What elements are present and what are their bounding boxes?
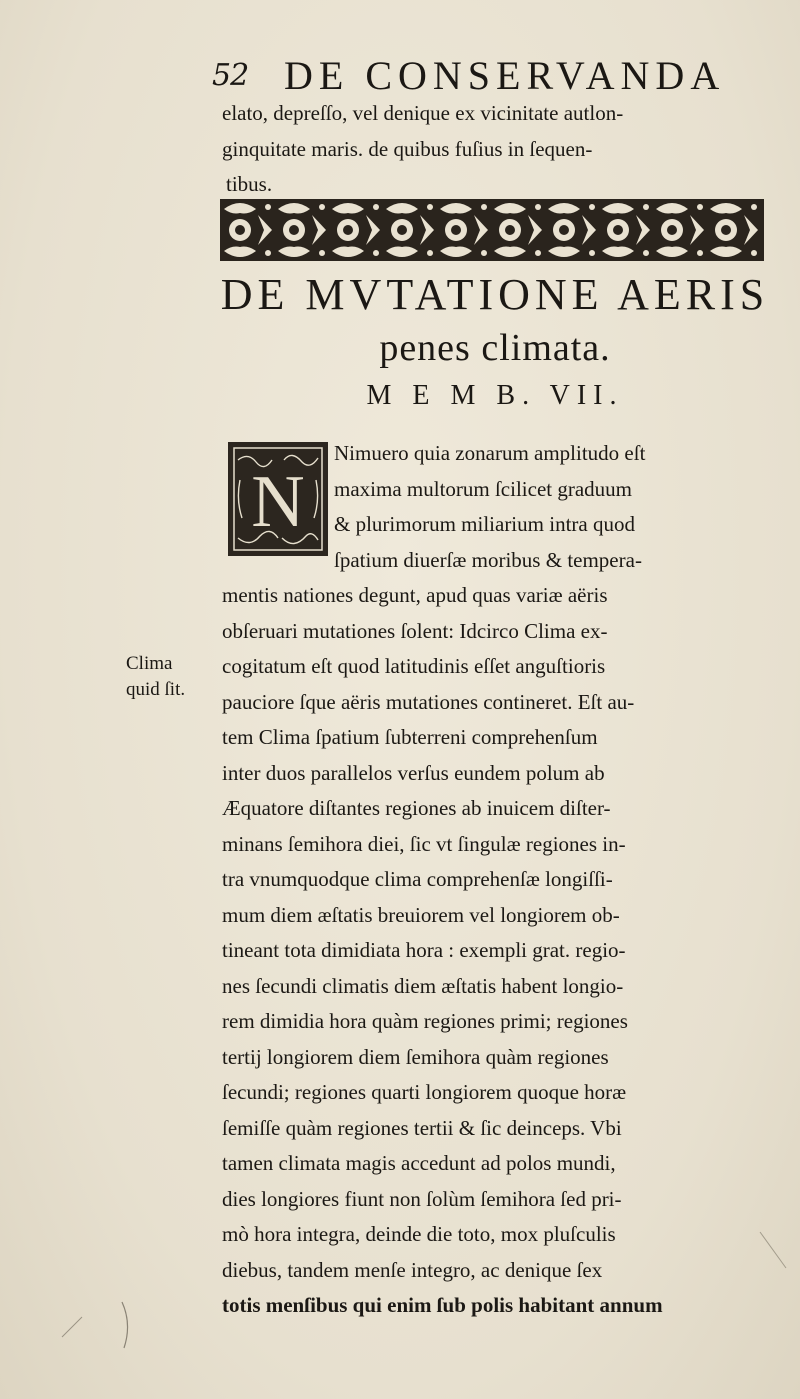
pencil-mark (118, 1300, 138, 1350)
section-title: DE MVTATIONE AERIS (220, 270, 770, 319)
page-number: 52 (212, 58, 249, 93)
text-line: maxima multorum ſcilicet graduum (334, 476, 633, 501)
text-line: dies longiores fiunt non ſolùm ſemihora ſed pri- (222, 1186, 622, 1211)
text-line: tra vnumquodque clima comprehenſæ longiſſi- (222, 867, 613, 891)
section-subtitle: penes climata. (379, 327, 611, 369)
pencil-mark (60, 1315, 84, 1339)
text-line: inter duos parallelos verſus eundem polum ab (222, 760, 605, 785)
text-line: elato, depreſſo, vel denique ex vicinitate autlon- (222, 101, 624, 125)
text-line: ſpatium diuerſæ moribus & tempera- (334, 547, 642, 572)
continued-text (222, 96, 762, 203)
text-line: tibus. (226, 172, 273, 196)
ornamental-band (218, 195, 766, 265)
text-line: Æquatore diſtantes regiones ab inuicem diſter- (222, 796, 611, 820)
body-text (222, 436, 762, 1324)
text-line: tineant tota dimidiata hora : exempli grat. regio- (222, 938, 626, 962)
text-line: cogitatum eſt quod latitudinis eſſet anguſtioris (222, 654, 606, 678)
text-line: & plurimorum miliarium intra quod (334, 512, 635, 536)
text-line: pauciore ſque aëris mutationes contineret. Eſt au- (222, 689, 635, 714)
text-line: tem Clima ſpatium ſubterreni comprehenſum (222, 725, 598, 749)
text-line: nes ſecundi climatis diem æſtatis habent longio- (222, 973, 624, 998)
text-line: Nimuero quia zonarum amplitudo eſt (334, 441, 646, 465)
text-line: totis menſibus qui enim ſub polis habitant annum (222, 1293, 663, 1317)
margin-note-line: quid ſit. (126, 679, 186, 700)
membrum-label: M E M B. VII. (366, 380, 624, 411)
text-line: tamen climata magis accedunt ad polos mundi, (222, 1151, 616, 1175)
margin-note-line: Clima (126, 653, 173, 674)
text-line: tertij longiorem diem ſemihora quàm regiones (222, 1044, 609, 1069)
margin-note (126, 651, 216, 703)
pencil-mark (758, 1230, 788, 1270)
text-line: diebus, tandem menſe integro, ac denique ſex (222, 1257, 603, 1282)
text-line: ſecundi; regiones quarti longiorem quoque horæ (222, 1080, 627, 1104)
text-line: obſeruari mutationes ſolent: Idcirco Clima ex- (222, 618, 608, 643)
text-line: mum diem æſtatis breuiorem vel longiorem ob- (222, 902, 620, 927)
text-line: mò hora integra, deinde die toto, mox pluſculis (222, 1222, 616, 1246)
text-line: rem dimidia hora quàm regiones primi; regiones (222, 1009, 628, 1033)
text-line: ginquitate maris. de quibus fuſius in ſequen- (222, 136, 593, 161)
running-title: DE CONSERVANDA (284, 53, 726, 98)
initial-letter: N (251, 461, 305, 543)
text-line: minans ſemihora diei, ſic vt ſingulæ regiones in- (222, 831, 626, 856)
text-line: mentis nationes degunt, apud quas variæ aëris (222, 583, 608, 607)
running-header (212, 52, 772, 102)
text-line: ſemiſſe quàm regiones tertii & ſic deinceps. Vbi (222, 1115, 622, 1140)
